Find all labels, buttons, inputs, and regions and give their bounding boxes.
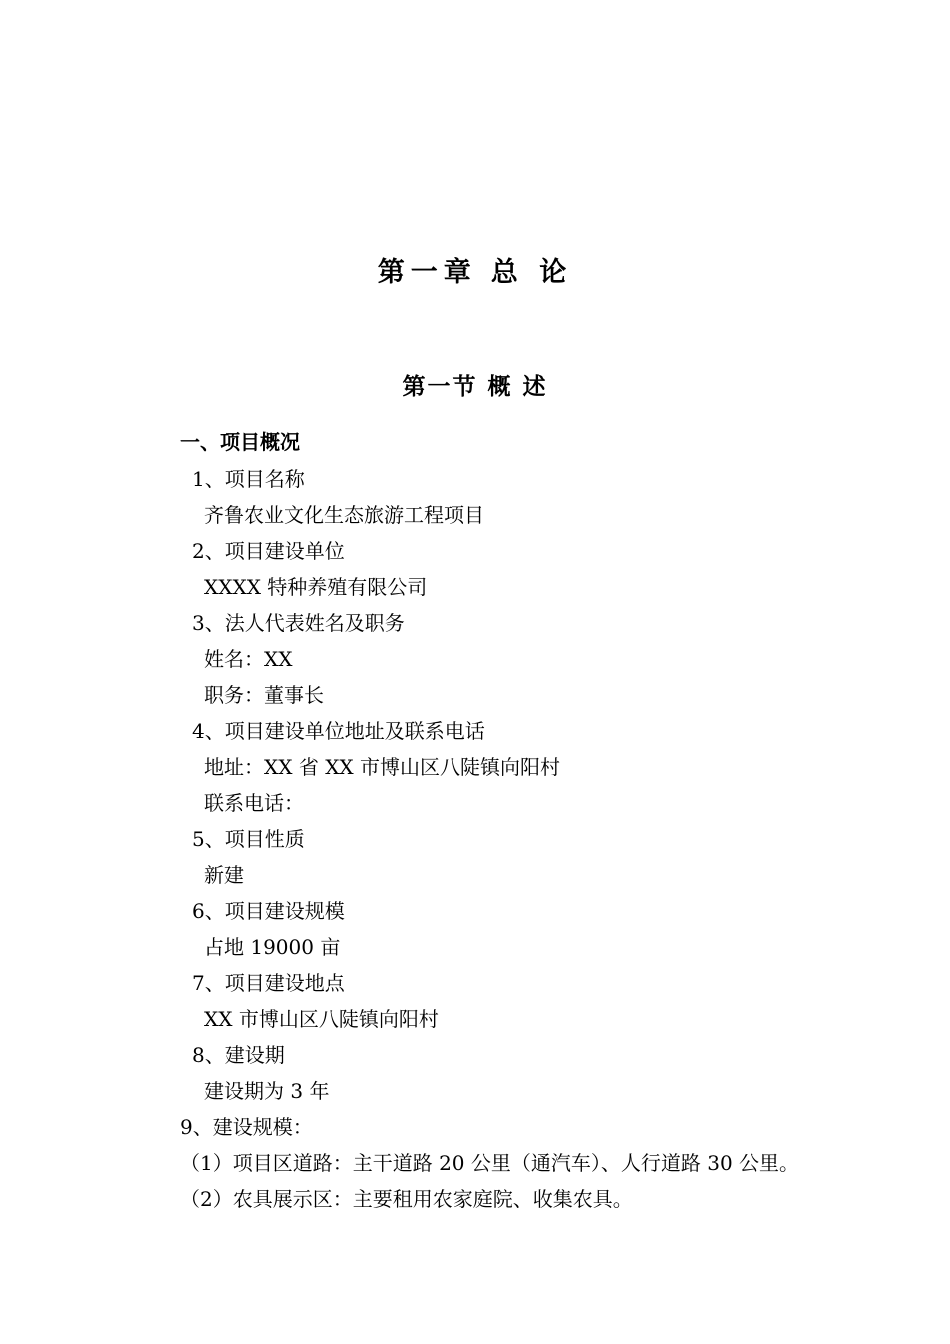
item-value-location: XX 市博山区八陡镇向阳村 bbox=[204, 1007, 439, 1031]
item-label-address-phone: 4、项目建设单位地址及联系电话 bbox=[192, 719, 485, 743]
item-value-rep-name: 姓名：XX bbox=[204, 647, 293, 671]
item-value-tools-area: （2）农具展示区：主要租用农家庭院、收集农具。 bbox=[180, 1187, 633, 1211]
item-value-period: 建设期为 3 年 bbox=[204, 1079, 330, 1103]
item-value-phone: 联系电话： bbox=[204, 791, 304, 815]
chapter-title bbox=[0, 250, 950, 289]
item-value-nature: 新建 bbox=[204, 863, 244, 887]
item-value-name: 齐鲁农业文化生态旅游工程项目 bbox=[204, 503, 484, 527]
item-label-period: 8、建设期 bbox=[192, 1043, 285, 1067]
item-label-construction-scale: 9、建设规模： bbox=[180, 1115, 313, 1139]
item-value-scale: 占地 19000 亩 bbox=[204, 935, 341, 959]
item-value-unit: XXXX 特种养殖有限公司 bbox=[204, 575, 428, 599]
section-name: 概 述 bbox=[487, 374, 548, 400]
section-title bbox=[0, 368, 950, 401]
item-label-name: 1、项目名称 bbox=[192, 467, 305, 491]
item-value-address: 地址：XX 省 XX 市博山区八陡镇向阳村 bbox=[204, 755, 561, 779]
chapter-number: 第一章 bbox=[377, 257, 477, 288]
item-label-nature: 5、项目性质 bbox=[192, 827, 305, 851]
section-number: 第一节 bbox=[402, 374, 478, 400]
item-value-rep-title: 职务：董事长 bbox=[204, 683, 324, 707]
item-label-location: 7、项目建设地点 bbox=[192, 971, 345, 995]
item-label-scale: 6、项目建设规模 bbox=[192, 899, 345, 923]
item-label-unit: 2、项目建设单位 bbox=[192, 539, 345, 563]
chapter-name: 总 论 bbox=[490, 257, 573, 288]
overview-heading: 一、项目概况 bbox=[180, 430, 300, 454]
item-label-legal-rep: 3、法人代表姓名及职务 bbox=[192, 611, 405, 635]
item-value-roads: （1）项目区道路：主干道路 20 公里（通汽车）、人行道路 30 公里。 bbox=[180, 1151, 800, 1175]
